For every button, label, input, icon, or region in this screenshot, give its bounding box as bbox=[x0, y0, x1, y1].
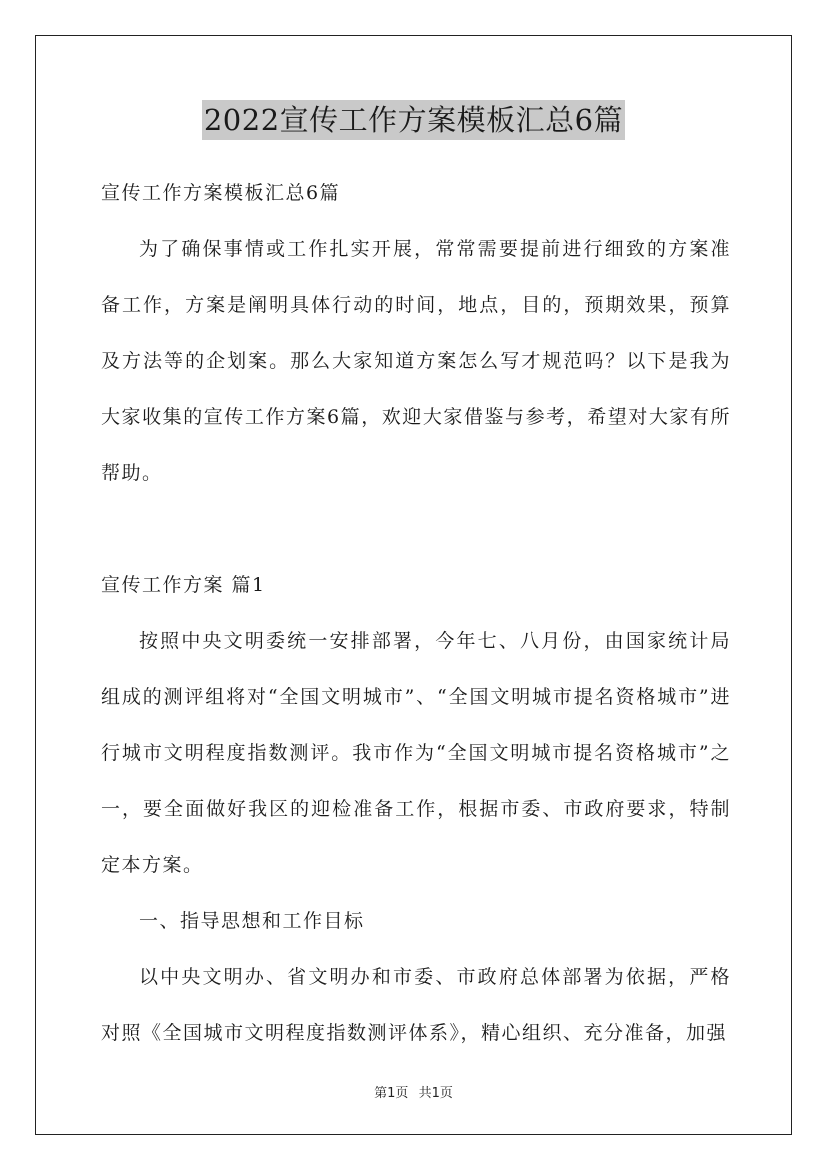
section-heading: 一、指导思想和工作目标 bbox=[139, 910, 365, 932]
page-number: 第1页 bbox=[374, 1086, 409, 1101]
document-body bbox=[101, 165, 731, 1061]
title-container bbox=[0, 100, 827, 140]
page-total: 共1页 bbox=[418, 1086, 453, 1101]
page-footer bbox=[0, 1082, 827, 1101]
blank-line bbox=[101, 501, 731, 557]
intro-paragraph: 为了确保事情或工作扎实开展，常常需要提前进行细致的方案准备工作，方案是阐明具体行动的时间，地点，目的，预期效果，预算及方法等的企划案。那么大家知道方案怎么写才规范吗？以下是我为大家收集的宣传工作方案6篇，欢迎大家借鉴与参考，希望对大家有所帮助。 bbox=[101, 238, 731, 484]
document-title: 2022宣传工作方案模板汇总6篇 bbox=[202, 100, 625, 140]
section-title: 宣传工作方案 篇1 bbox=[101, 574, 266, 596]
section-paragraph: 按照中央文明委统一安排部署，今年七、八月份，由国家统计局组成的测评组将对“全国文明城市”、“全国文明城市提名资格城市”进行城市文明程度指数测评。我市作为“全国文明城市提名资格城市”之一，要全面做好我区的迎检准备工作，根据市委、市政府要求，特制定本方案。 bbox=[101, 630, 731, 876]
section-paragraph-2: 以中央文明办、省文明办和市委、市政府总体部署为依据，严格对照《全国城市文明程度指数测评体系》，精心组织、充分准备，加强 bbox=[101, 966, 731, 1044]
document-subtitle: 宣传工作方案模板汇总6篇 bbox=[101, 182, 341, 204]
